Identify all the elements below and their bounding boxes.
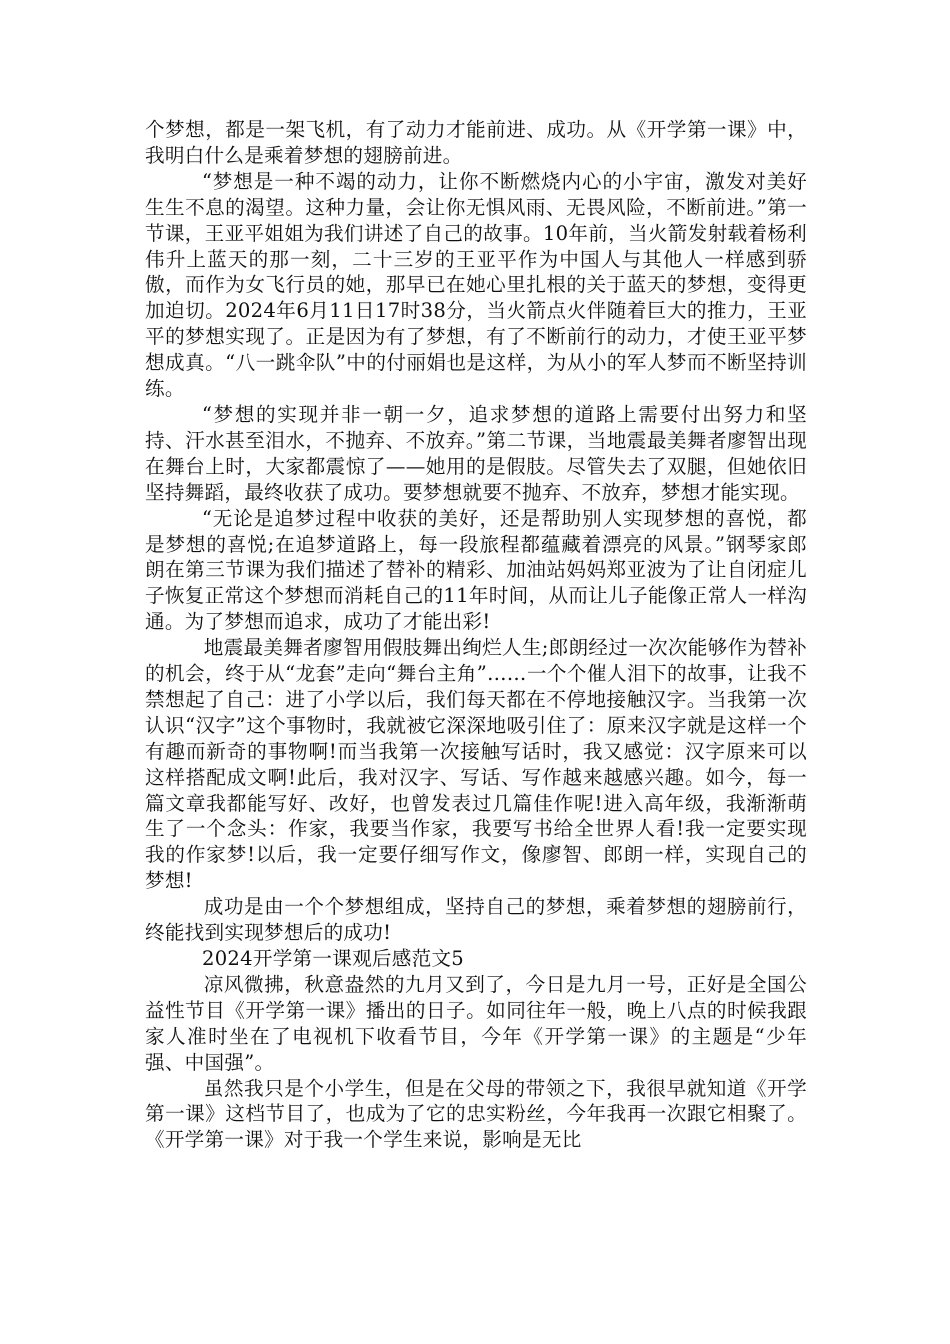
paragraph-conclusion: 成功是由一个个梦想组成，坚持自己的梦想，乘着梦想的翅膀前行，终能找到实现梦想后的成功! [145, 895, 807, 945]
paragraph-lang-lang: “无论是追梦过程中收获的美好，还是帮助别人实现梦想的喜悦，都是梦想的喜悦;在追梦道路上，每一段旅程都蕴藏着漂亮的风景。”钢琴家郎朗在第三节课为我们描述了替补的精彩、加油站妈妈郑亚波为了让自闭症儿子恢复正常这个梦想而消耗自己的11年时间，从而让儿子能像正常人一样沟通。为了梦想而追求，成功了才能出彩! [145, 506, 807, 634]
section-heading: 2024开学第一课观后感范文5 [202, 947, 465, 970]
paragraph-fan: 虽然我只是个小学生，但是在父母的带领之下，我很早就知道《开学第一课》这档节目了，也成为了它的忠实粉丝，今年我再一次跟它相聚了。《开学第一课》对于我一个学生来说，影响是无比 [145, 1076, 807, 1152]
paragraph-wang-yaping: “梦想是一种不竭的动力，让你不断燃烧内心的小宇宙，激发对美好生生不息的渴望。这种力量，会让你无惧风雨、无畏风险，不断前进。”第一节课，王亚平姐姐为我们讲述了自己的故事。10年前，当火箭发射载着杨利伟升上蓝天的那一刻，二十三岁的王亚平作为中国人与其他人一样感到骄傲，而作为女飞行员的她，那早已在她心里扎根的关于蓝天的梦想，变得更加迫切。2024年6月11日17时38分，当火箭点火伴随着巨大的推力，王亚平的梦想实现了。正是因为有了梦想，有了不断前行的动力，才使王亚平梦想成真。“八一跳伞队”中的付丽娟也是这样，为从小的军人梦而不断坚持训练。 [145, 169, 807, 401]
paragraph-september: 凉风微拂，秋意盎然的九月又到了，今日是九月一号，正好是全国公益性节目《开学第一课》播出的日子。如同往年一般，晚上八点的时候我跟家人准时坐在了电视机下收看节目，今年《开学第一课》的主题是“少年强、中国强”。 [145, 972, 807, 1074]
document-body [145, 117, 807, 1153]
paragraph-my-dream: 地震最美舞者廖智用假肢舞出绚烂人生;郎朗经过一次次能够作为替补的机会，终于从“龙套”走向“舞台主角”……一个个催人泪下的故事，让我不禁想起了自己：进了小学以后，我们每天都在不停地接触汉字。当我第一次认识“汉字”这个事物时，我就被它深深地吸引住了：原来汉字就是这样一个有趣而新奇的事物啊!而当我第一次接触写话时，我又感觉：汉字原来可以这样搭配成文啊!此后，我对汉字、写话、写作越来越感兴趣。如今，每一篇文章我都能写好、改好，也曾发表过几篇佳作呢!进入高年级，我渐渐萌生了一个念头：作家，我要当作家，我要写书给全世界人看!我一定要实现我的作家梦!以后，我一定要仔细写作文，像廖智、郎朗一样，实现自己的梦想! [145, 636, 807, 893]
paragraph-liao-zhi: “梦想的实现并非一朝一夕，追求梦想的道路上需要付出努力和坚持、汗水甚至泪水，不抛弃、不放弃。”第二节课，当地震最美舞者廖智出现在舞台上时，大家都震惊了——她用的是假肢。尽管失去了双腿，但她依旧坚持舞蹈，最终收获了成功。要梦想就要不抛弃、不放弃，梦想才能实现。 [145, 402, 807, 504]
paragraph-continuation: 个梦想，都是一架飞机，有了动力才能前进、成功。从《开学第一课》中，我明白什么是乘着梦想的翅膀前进。 [145, 118, 807, 167]
